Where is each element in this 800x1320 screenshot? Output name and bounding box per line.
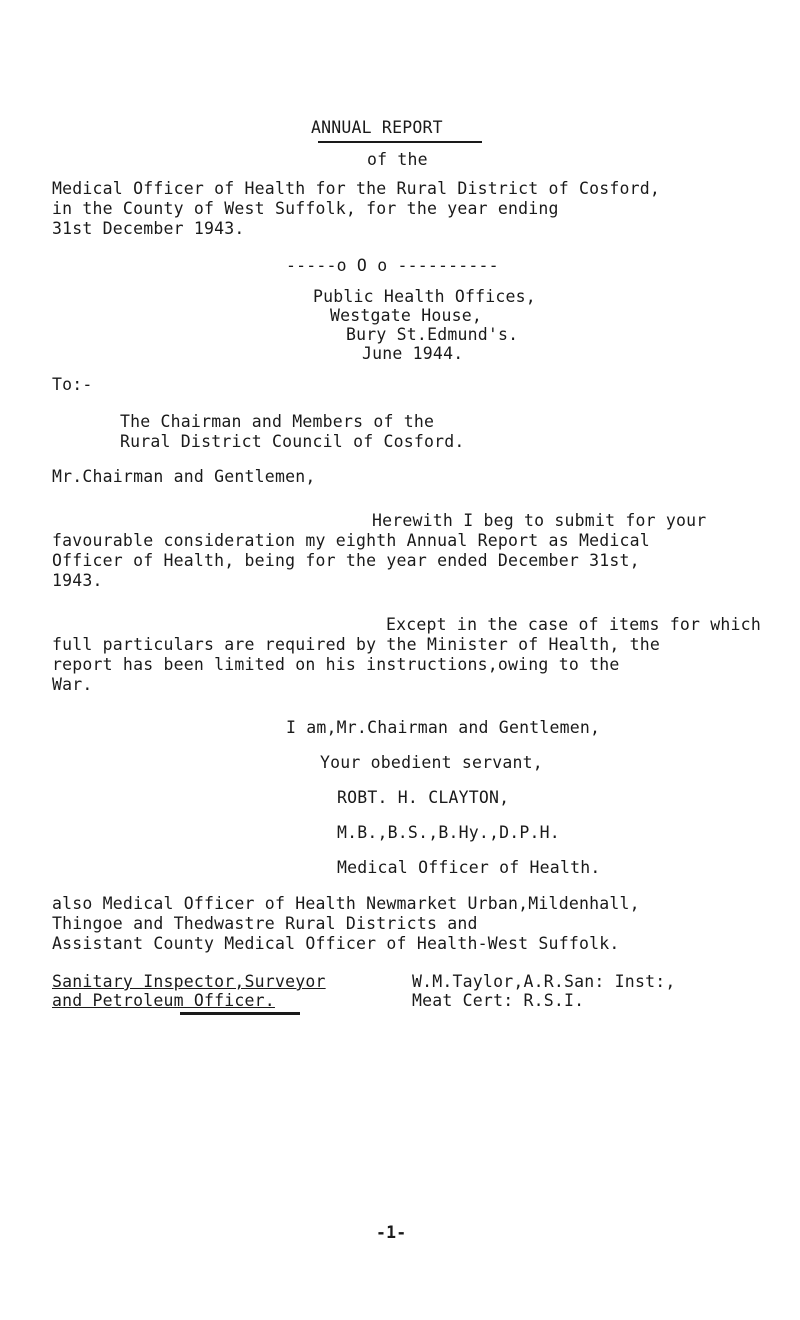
address-line-2: Westgate House,	[330, 306, 483, 325]
address-date: June 1944.	[362, 344, 464, 363]
footer-left-line-2: and Petroleum Officer.	[52, 991, 275, 1010]
to-label: To:-	[52, 375, 93, 394]
recipient-line-1: The Chairman and Members of the	[120, 412, 435, 431]
signatory-name: ROBT. H. CLAYTON,	[337, 788, 510, 807]
subtitle-line-3: 31st December 1943.	[52, 219, 245, 238]
also-line-3: Assistant County Medical Officer of Health-West Suffolk.	[52, 934, 620, 953]
section-divider: -----o O o ----------	[286, 256, 499, 275]
greeting: Mr.Chairman and Gentlemen,	[52, 467, 316, 486]
signatory-qualifications: M.B.,B.S.,B.Hy.,D.P.H.	[337, 823, 560, 842]
sign-off: I am,Mr.Chairman and Gentlemen,	[286, 718, 601, 737]
footer-right-line-1: W.M.Taylor,A.R.San: Inst:,	[412, 972, 676, 991]
para2-line-1: Except in the case of items for which	[386, 615, 761, 634]
para1-line-1: Herewith I beg to submit for your	[372, 511, 707, 530]
also-line-2: Thingoe and Thedwastre Rural Districts and	[52, 914, 478, 933]
para1-line-3: Officer of Health, being for the year ended December 31st,	[52, 551, 640, 570]
recipient-line-2: Rural District Council of Cosford.	[120, 432, 465, 451]
para1-line-4: 1943.	[52, 571, 103, 590]
report-title-of: of the	[367, 150, 428, 169]
report-title: ANNUAL REPORT	[311, 118, 443, 137]
address-line-1: Public Health Offices,	[313, 287, 536, 306]
footer-left-line-1: Sanitary Inspector,Surveyor	[52, 972, 326, 991]
para2-line-2: full particulars are required by the Minister of Health, the	[52, 635, 661, 654]
para2-line-3: report has been limited on his instructions,owing to the	[52, 655, 620, 674]
subtitle-line-1: Medical Officer of Health for the Rural District of Cosford,	[52, 179, 661, 198]
servant-line: Your obedient servant,	[320, 753, 543, 772]
title-underline	[318, 141, 482, 143]
subtitle-line-2: in the County of West Suffolk, for the year ending	[52, 199, 559, 218]
signatory-role: Medical Officer of Health.	[337, 858, 601, 877]
para1-line-2: favourable consideration my eighth Annual Report as Medical	[52, 531, 650, 550]
footer-ink-smudge	[180, 1012, 300, 1015]
address-line-3: Bury St.Edmund's.	[346, 325, 519, 344]
page-number: -1-	[376, 1223, 407, 1242]
also-line-1: also Medical Officer of Health Newmarket Urban,Mildenhall,	[52, 894, 640, 913]
footer-right-line-2: Meat Cert: R.S.I.	[412, 991, 585, 1010]
para2-line-4: War.	[52, 675, 93, 694]
